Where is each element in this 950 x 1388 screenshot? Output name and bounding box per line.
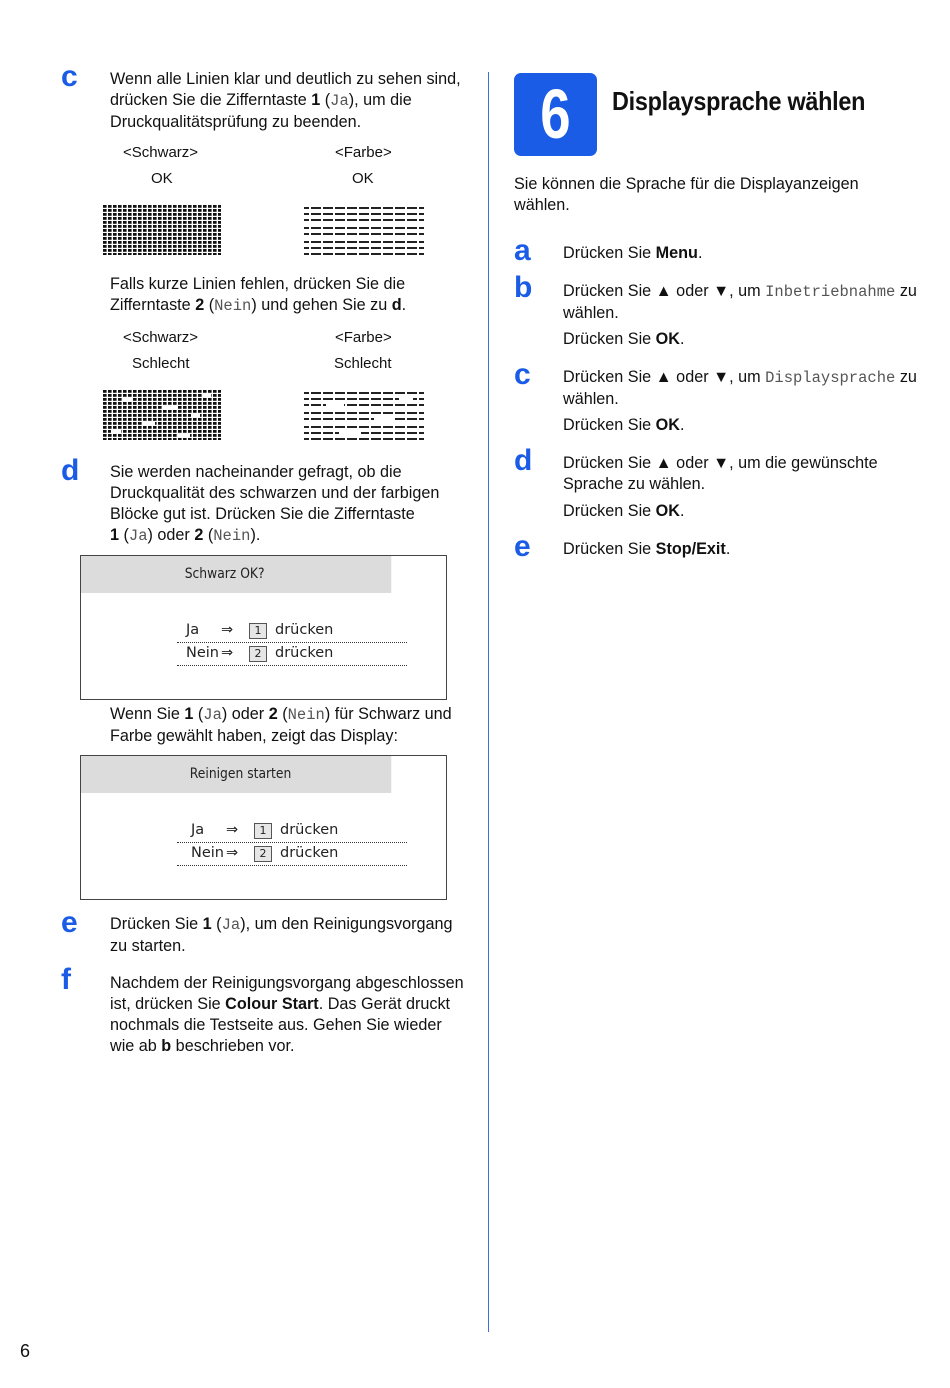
step-c-text: Wenn alle Linien klar und deutlich zu sehen sind, drücken Sie die Zifferntaste 1 (Ja), um die Druckqualitätsprüfung zu beenden. (110, 70, 461, 131)
step-c-right-text: Drücken Sie ▲ oder ▼, um Displaysprache zu wählen. (563, 368, 917, 408)
lcd-title-bar: Schwarz OK? (81, 556, 391, 593)
lcd-row-ja: Ja ⇒ 1 drücken (177, 620, 407, 643)
label-black-ok: <Schwarz> (123, 144, 199, 161)
step-f-text: Nachdem der Reinigungsvorgang abgeschlossen ist, drücken Sie Colour Start. Das Gerät druckt nochmals die Testseite aus. Gehen Sie wieder wie ab b beschrieben vor. (110, 974, 464, 1055)
step-number-badge: 6 (514, 73, 597, 156)
step-letter-e: e (61, 906, 78, 939)
label-color-bad: <Farbe> (335, 329, 392, 346)
step-letter-c-right: c (514, 358, 531, 391)
step-letter-a: a (514, 234, 531, 267)
step-letter-e-right: e (514, 530, 531, 563)
arrow-right-icon: ⇒ (221, 622, 234, 638)
step-e-right-text: Drücken Sie Stop/Exit. (563, 540, 731, 558)
step-e-text: Drücken Sie 1 (Ja), um den Reinigungsvorgang zu starten. (110, 915, 453, 955)
section-title: Displaysprache wählen (612, 86, 866, 116)
label-color-ok: <Farbe> (335, 144, 392, 161)
column-divider (488, 72, 489, 1332)
key-1-icon: 1 (249, 623, 267, 639)
step-d-text: Sie werden nacheinander gefragt, ob die Druckqualität des schwarzen und der farbigen Blöcke gut ist. Drücken Sie die Zifferntaste 1 (Ja) oder 2 (Nein). (110, 463, 440, 545)
step-letter-d: d (61, 454, 80, 487)
color-good-pattern (304, 205, 424, 255)
lcd-row-ja: Ja ⇒ 1 drücken (177, 820, 407, 843)
step-d-right-ok-text: Drücken Sie OK. (563, 502, 685, 520)
section-intro: Sie können die Sprache für die Displayanzeigen wählen. (514, 175, 859, 214)
label-black-bad: <Schwarz> (123, 329, 199, 346)
arrow-right-icon: ⇒ (226, 822, 239, 838)
key-1-icon: 1 (254, 823, 272, 839)
status-black-ok: OK (151, 170, 173, 187)
lcd-display-black-ok (80, 555, 447, 700)
step-c-fail-text: Falls kurze Linien fehlen, drücken Sie die Zifferntaste 2 (Nein) und gehen Sie zu d. (110, 275, 407, 315)
step-b-text: Drücken Sie ▲ oder ▼, um Inbetriebnahme zu wählen. (563, 282, 917, 322)
step-d-right-text: Drücken Sie ▲ oder ▼, um die gewünschte Sprache zu wählen. (563, 454, 878, 493)
arrow-right-icon: ⇒ (226, 845, 239, 861)
arrow-right-icon: ⇒ (221, 645, 234, 661)
black-good-pattern (103, 205, 221, 255)
lcd-row-nein: Nein ⇒ 2 drücken (177, 643, 407, 666)
step-letter-c: c (61, 60, 78, 93)
lcd-display-cleaning (80, 755, 447, 900)
step-c-right-ok-text: Drücken Sie OK. (563, 416, 685, 434)
black-bad-pattern (103, 390, 221, 440)
step-letter-b: b (514, 271, 533, 304)
step-d-after-text: Wenn Sie 1 (Ja) oder 2 (Nein) für Schwarz und Farbe gewählt haben, zeigt das Display: (110, 705, 452, 745)
step-letter-d-right: d (514, 444, 533, 477)
lcd-title-bar: Reinigen starten (81, 756, 391, 793)
status-color-ok: OK (352, 170, 374, 187)
lcd-row-nein: Nein ⇒ 2 drücken (177, 843, 407, 866)
step-letter-f: f (61, 963, 71, 996)
step-b-ok-text: Drücken Sie OK. (563, 330, 685, 348)
step-a-text: Drücken Sie Menu. (563, 244, 703, 262)
status-black-bad: Schlecht (132, 355, 190, 372)
key-2-icon: 2 (254, 846, 272, 862)
page-number: 6 (20, 1341, 31, 1361)
status-color-bad: Schlecht (334, 355, 392, 372)
key-2-icon: 2 (249, 646, 267, 662)
color-bad-pattern (304, 390, 424, 440)
